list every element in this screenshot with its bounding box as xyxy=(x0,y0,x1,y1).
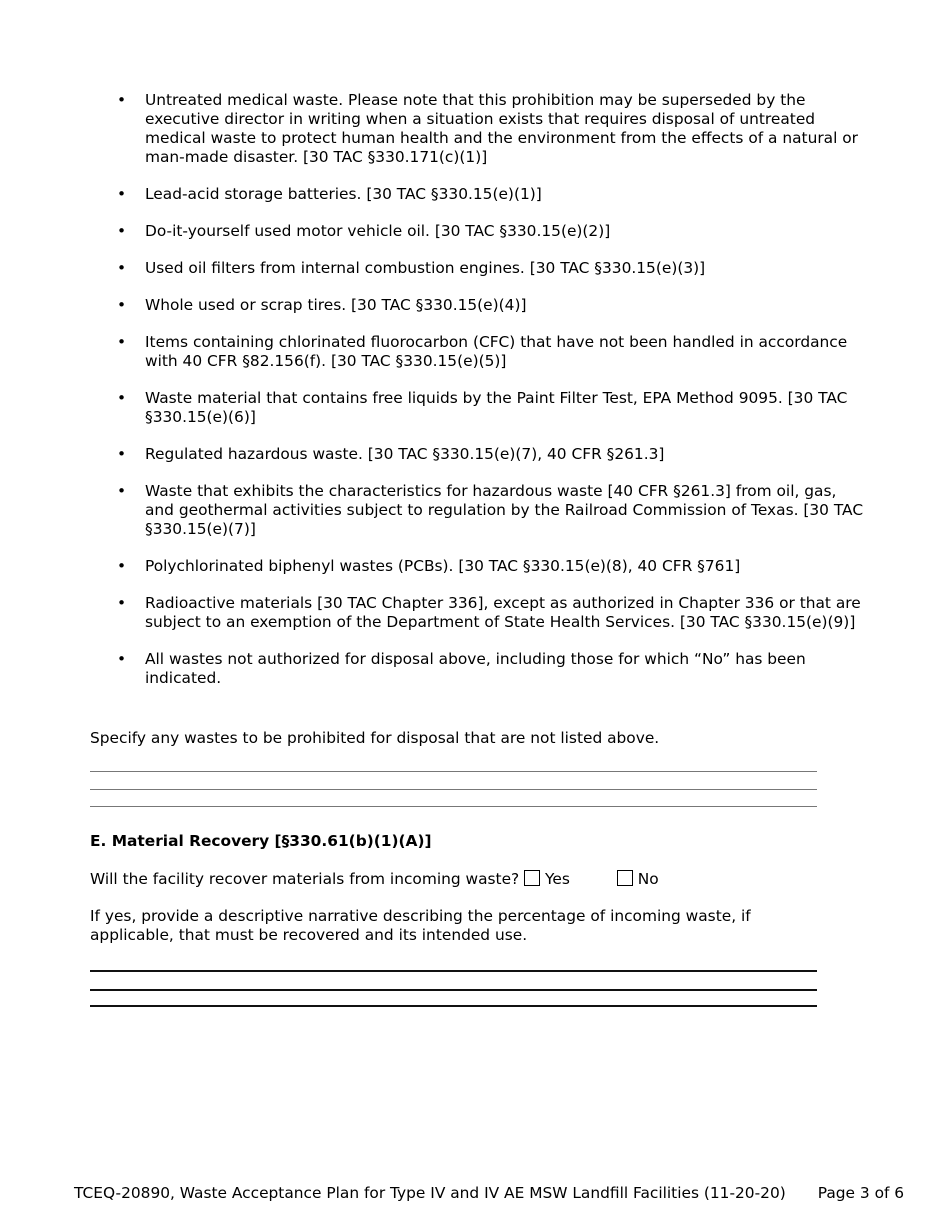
recovery-question: Will the facility recover materials from incoming waste? xyxy=(90,870,520,888)
list-item xyxy=(90,91,870,167)
bullet-icon: • xyxy=(117,389,127,407)
list-item-text: Waste material that contains free liquids by the Paint Filter Test, EPA Method 9095. [30 TAC §330.15(e)(6)] xyxy=(145,389,848,426)
yes-checkbox[interactable] xyxy=(524,870,540,886)
list-item xyxy=(90,185,870,204)
bullet-icon: • xyxy=(117,333,127,351)
list-item-text: Items containing chlorinated fluorocarbon (CFC) that have not been handled in accordance with 40 CFR §82.156(f). [30 TAC §330.15(e)(5)] xyxy=(145,333,848,370)
bullet-icon: • xyxy=(117,91,127,109)
specify-answer-line-3[interactable] xyxy=(90,806,817,807)
bullet-icon: • xyxy=(117,259,127,277)
list-item-text: Radioactive materials [30 TAC Chapter 336], except as authorized in Chapter 336 or that are subject to an exemption of the Department of State Health Services. [30 TAC §330.15(e)(9)] xyxy=(145,594,861,631)
narrative-prompt: If yes, provide a descriptive narrative describing the percentage of incoming waste, if applicable, that must be recovered and its intended use. xyxy=(90,907,751,944)
list-item xyxy=(90,482,870,539)
narrative-answer-line-1[interactable] xyxy=(90,970,817,972)
specify-prompt: Specify any wastes to be prohibited for disposal that are not listed above. xyxy=(90,729,660,747)
bullet-icon: • xyxy=(117,482,127,500)
list-item-text: Used oil filters from internal combustion engines. [30 TAC §330.15(e)(3)] xyxy=(145,259,706,277)
yes-option[interactable] xyxy=(524,870,570,889)
list-item-text: Waste that exhibits the characteristics for hazardous waste [40 CFR §261.3] from oil, gas, and geothermal activities subject to regulation by the Railroad Commission of Texas. [30 TAC §330.15(e)(7)] xyxy=(145,482,864,538)
list-item-text: Do-it-yourself used motor vehicle oil. [30 TAC §330.15(e)(2)] xyxy=(145,222,611,240)
list-item xyxy=(90,333,870,371)
specify-answer-line-1[interactable] xyxy=(90,771,817,772)
narrative-answer-line-3[interactable] xyxy=(90,1005,817,1007)
list-item xyxy=(90,389,870,427)
list-item-text: Whole used or scrap tires. [30 TAC §330.15(e)(4)] xyxy=(145,296,527,314)
section-e-title: E. Material Recovery [§330.61(b)(1)(A)] xyxy=(90,832,432,850)
list-item xyxy=(90,594,870,632)
list-item xyxy=(90,557,870,576)
page-footer xyxy=(74,1184,904,1203)
bullet-icon: • xyxy=(117,185,127,203)
recovery-question-row xyxy=(90,870,659,889)
footer-page-number: Page 3 of 6 xyxy=(817,1184,905,1202)
list-item xyxy=(90,259,870,278)
bullet-icon: • xyxy=(117,445,127,463)
narrative-answer-line-2[interactable] xyxy=(90,989,817,991)
list-item-text: Untreated medical waste. Please note that this prohibition may be superseded by the executive director in writing when a situation exists that requires disposal of untreated medical waste to protect human health and the environment from the effects of a natural or man-made disaster. [30 TAC §330.171(c)(1)] xyxy=(145,91,859,166)
list-item xyxy=(90,296,870,315)
bullet-icon: • xyxy=(117,557,127,575)
list-item xyxy=(90,222,870,241)
yes-label: Yes xyxy=(545,870,570,888)
bullet-icon: • xyxy=(117,296,127,314)
list-item xyxy=(90,650,870,688)
no-label: No xyxy=(637,870,659,888)
bullet-icon: • xyxy=(117,222,127,240)
list-item-text: Lead-acid storage batteries. [30 TAC §330.15(e)(1)] xyxy=(145,185,542,203)
bullet-icon: • xyxy=(117,650,127,668)
bullet-icon: • xyxy=(117,594,127,612)
no-checkbox[interactable] xyxy=(617,870,633,886)
footer-form-title: TCEQ-20890, Waste Acceptance Plan for Type IV and IV AE MSW Landfill Facilities (11-20-20) xyxy=(74,1184,786,1202)
list-item-text: Polychlorinated biphenyl wastes (PCBs). [30 TAC §330.15(e)(8), 40 CFR §761] xyxy=(145,557,741,575)
prohibited-wastes-list xyxy=(90,91,870,706)
list-item xyxy=(90,445,870,464)
no-option[interactable] xyxy=(617,870,659,889)
specify-answer-line-2[interactable] xyxy=(90,789,817,790)
list-item-text: Regulated hazardous waste. [30 TAC §330.15(e)(7), 40 CFR §261.3] xyxy=(145,445,665,463)
list-item-text: All wastes not authorized for disposal above, including those for which “No” has been indicated. xyxy=(145,650,806,687)
